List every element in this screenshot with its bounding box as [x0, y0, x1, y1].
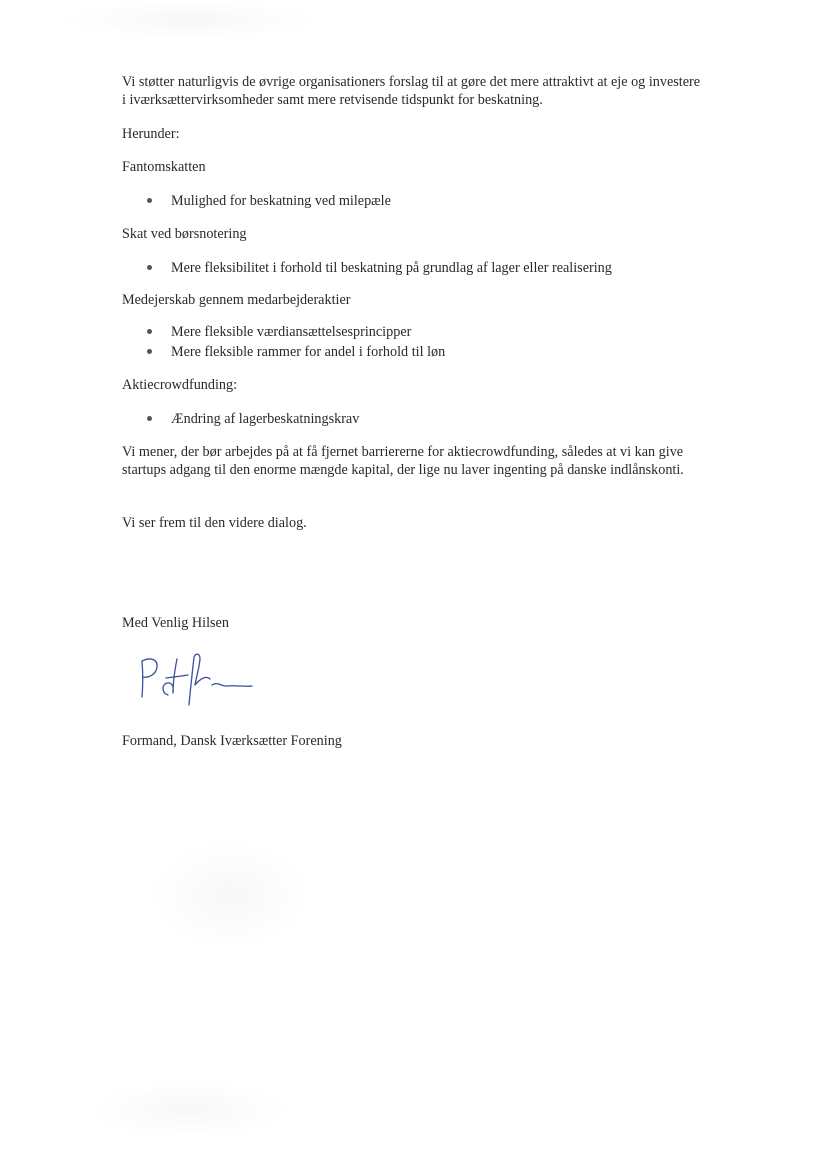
bullet-icon: [147, 265, 152, 270]
list-item: [122, 410, 702, 430]
intro-paragraph: Vi støtter naturligvis de øvrige organisationers forslag til at gøre det mere attraktivt at eje og investere i iværksættervirksomheder samt mere retvisende tidspunkt for beskatning.: [122, 74, 701, 108]
scan-artifact: [150, 840, 310, 950]
list-item: [122, 259, 702, 279]
bullet-text: Mulighed for beskatning ved milepæle: [171, 193, 391, 209]
section-heading-fantomskatten: Fantomskatten: [122, 159, 206, 175]
bullet-icon: [147, 416, 152, 421]
list-item: [122, 323, 702, 343]
section-heading-boersnotering: Skat ved børsnotering: [122, 226, 247, 242]
bullet-icon: [147, 198, 152, 203]
bullet-list-boersnotering: [122, 259, 702, 279]
bullet-list-aktiecrowdfunding: [122, 410, 702, 430]
handwritten-signature: [130, 645, 260, 715]
section-heading-aktiecrowdfunding: Aktiecrowdfunding:: [122, 377, 238, 393]
signer-title: Formand, Dansk Iværksætter Forening: [122, 733, 342, 749]
bullet-icon: [147, 329, 152, 334]
bullet-text: Mere fleksible rammer for andel i forhold til løn: [171, 344, 446, 360]
signature-stroke: [189, 654, 210, 705]
bullet-text: Ændring af lagerbeskatningskrav: [171, 411, 360, 427]
section-heading-medarbejderaktier: Medejerskab gennem medarbejderaktier: [122, 292, 351, 308]
salutation: Med Venlig Hilsen: [122, 615, 229, 631]
signature-stroke: [166, 675, 188, 678]
list-item: [122, 343, 702, 363]
bullet-list-medarbejderaktier: [122, 323, 702, 363]
bullet-text: Mere fleksible værdiansættelsesprincipper: [171, 324, 412, 340]
bullet-icon: [147, 349, 152, 354]
scan-artifact: [60, 0, 320, 40]
scan-artifact: [90, 1080, 290, 1140]
bullet-list-fantomskatten: [122, 192, 702, 212]
closing-paragraph: Vi mener, der bør arbejdes på at få fjernet barriererne for aktiecrowdfunding, således at vi kan give startups adgang til den enorme mængde kapital, der lige nu laver ingenting på danske indlånskonti.: [122, 444, 684, 478]
bullet-text: Mere fleksibilitet i forhold til beskatning på grundlag af lager eller realisering: [171, 260, 612, 276]
signature-stroke: [212, 684, 252, 687]
signature-stroke: [142, 659, 157, 697]
dialog-line: Vi ser frem til den videre dialog.: [122, 515, 307, 531]
herunder-label: Herunder:: [122, 126, 180, 142]
list-item: [122, 192, 702, 212]
